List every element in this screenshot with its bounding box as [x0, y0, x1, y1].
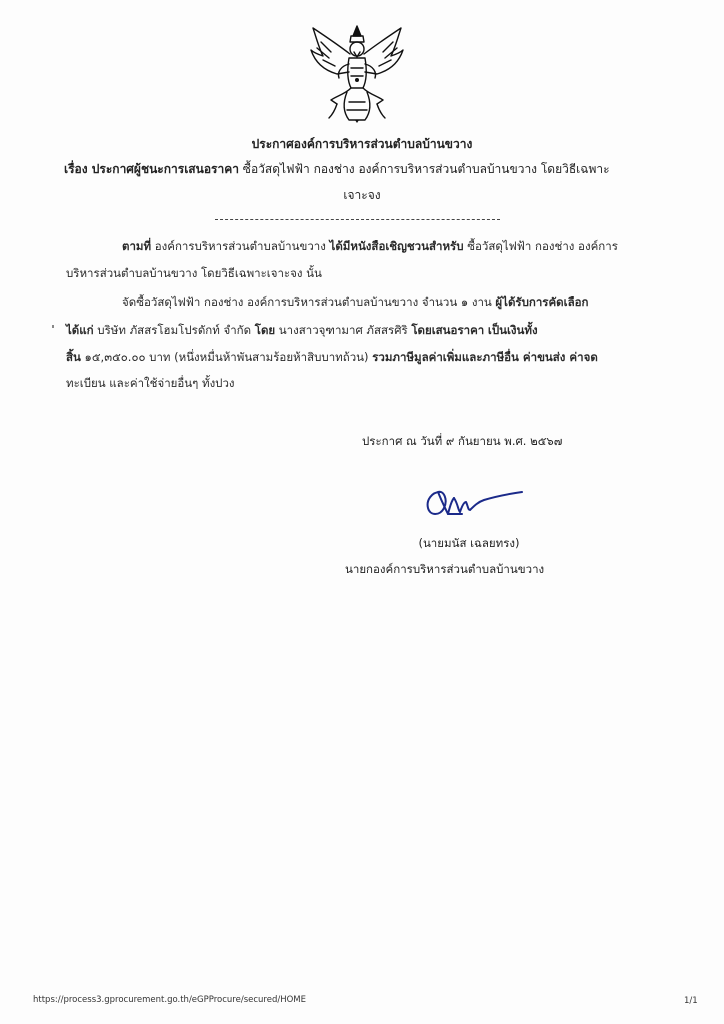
document-subject	[64, 161, 610, 177]
p1-text-a: องค์การบริหารส่วนตำบลบ้านขวาง	[151, 239, 330, 253]
p2-offer-label: โดยเสนอราคา	[411, 323, 485, 337]
footer-url: https://process3.gprocurement.go.th/eGPProcure/secured/HOME	[33, 995, 306, 1005]
document-subject-continued: เจาะจง	[343, 188, 381, 202]
garuda-emblem	[307, 22, 407, 124]
subject-label: เรื่อง ประกาศผู้ชนะการเสนอราคา	[64, 162, 239, 176]
document-title: ประกาศองค์การบริหารส่วนตำบลบ้านขวาง	[251, 137, 473, 151]
p2-text: จัดซื้อวัสดุไฟฟ้า กองช่าง องค์การบริหารส่วนตำบลบ้านขวาง จำนวน ๑ งาน	[122, 295, 496, 309]
paragraph-1-line-1	[122, 238, 618, 254]
paragraph-2-line-2	[66, 322, 538, 338]
p2-by-label: โดย	[254, 323, 276, 337]
paragraph-2-line-1	[122, 294, 589, 310]
p2-tax-text: รวมภาษีมูลค่าเพิ่มและภาษีอื่น ค่าขนส่ง ค่าจด	[372, 350, 598, 364]
subject-text: ซื้อวัสดุไฟฟ้า กองช่าง องค์การบริหารส่วนตำบลบ้านขวาง โดยวิธีเฉพาะ	[238, 162, 610, 176]
p1-label: ตามที่	[122, 239, 152, 253]
p2-amount-label: เป็นเงินทั้ง	[487, 323, 538, 337]
signer-title: นายกองค์การบริหารส่วนตำบลบ้านขวาง	[345, 562, 545, 576]
p2-person: นางสาวจุฑามาศ ภัสสรศิริ	[275, 323, 412, 337]
signer-name: (นายมนัส เฉลยทรง)	[418, 536, 520, 550]
p2-winner-label: ได้แก่	[66, 323, 94, 337]
signature	[418, 482, 530, 524]
page-number: 1/1	[684, 996, 698, 1006]
p1-text-b: ซื้อวัสดุไฟฟ้า กองช่าง องค์การ	[463, 239, 618, 253]
p2-amount: ๑๕,๓๕๐.๐๐ บาท (หนึ่งหมื่นห้าพันสามร้อยห้าสิบบาทถ้วน)	[80, 350, 373, 364]
paragraph-2-line-4: ทะเบียน และค่าใช้จ่ายอื่นๆ ทั้งปวง	[66, 376, 235, 390]
paragraph-2-line-3	[66, 349, 598, 365]
paragraph-1-line-2: บริหารส่วนตำบลบ้านขวาง โดยวิธีเฉพาะเจาะจง นั้น	[66, 266, 322, 280]
p2-total-label: สิ้น	[66, 350, 81, 364]
p2-bold: ผู้ได้รับการคัดเลือก	[495, 295, 589, 309]
p1-bold: ได้มีหนังสือเชิญชวนสำหรับ	[329, 239, 464, 253]
announcement-date: ประกาศ ณ วันที่ ๙ กันยายน พ.ศ. ๒๕๖๗	[362, 434, 563, 448]
p2-company: บริษัท ภัสสรโฮมโปรดักท์ จำกัด	[93, 323, 255, 337]
divider	[215, 219, 500, 220]
scan-mark	[52, 325, 54, 328]
